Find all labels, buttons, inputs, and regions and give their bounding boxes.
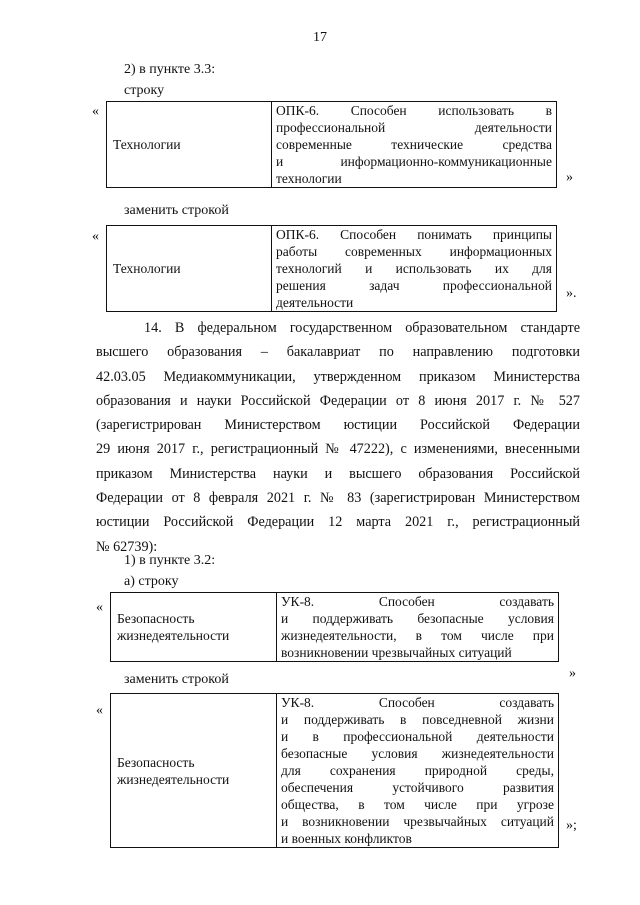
open-quote: « bbox=[96, 600, 103, 615]
competence-line: и возникновении чрезвычайных ситуаций bbox=[281, 814, 554, 829]
discipline-cell: Технологии bbox=[107, 102, 272, 188]
discipline-line: жизнедеятельности bbox=[117, 628, 230, 643]
competence-cell bbox=[272, 226, 557, 312]
discipline-cell bbox=[111, 694, 277, 848]
paragraph-line: образования и науки Российской Федерации от 8 июня 2017 г. № 527 bbox=[96, 392, 580, 409]
competence-line: обеспечения устойчивого развития bbox=[281, 780, 554, 795]
paragraph-line: 14. В федеральном государственном образовательном стандарте bbox=[144, 320, 580, 336]
old-competence-table bbox=[106, 101, 557, 188]
competence-line: и поддерживать в повседневной жизни bbox=[281, 712, 554, 727]
competence-line: технологии bbox=[276, 171, 342, 186]
paragraph-14 bbox=[96, 316, 580, 559]
competence-line: жизнедеятельности, в том числе при bbox=[281, 628, 554, 643]
close-quote: » bbox=[569, 666, 576, 681]
paragraph-line: 29 июня 2017 г., регистрационный № 47222), с изменениями, внесенными bbox=[96, 441, 580, 458]
item-label: 1) в пункте 3.2: bbox=[124, 553, 216, 568]
table-row bbox=[107, 102, 557, 188]
close-quote: »; bbox=[566, 818, 577, 833]
close-quote: » bbox=[566, 170, 573, 185]
paragraph-line: Федерации от 8 февраля 2021 г. № 83 (зарегистрирован Министерством bbox=[96, 490, 580, 507]
competence-cell bbox=[277, 694, 559, 848]
competence-line: ОПК-6. Способен понимать принципы bbox=[276, 227, 552, 242]
replace-label: заменить строкой bbox=[124, 672, 229, 687]
close-quote: ». bbox=[566, 286, 577, 301]
paragraph-line: (зарегистрирован Министерством юстиции Российской Федерации bbox=[96, 417, 580, 434]
competence-cell bbox=[277, 593, 559, 662]
new-competence-table bbox=[110, 693, 559, 848]
open-quote: « bbox=[92, 229, 99, 244]
discipline-line: жизнедеятельности bbox=[117, 771, 230, 787]
discipline-line: Безопасность bbox=[117, 754, 195, 770]
competence-line: современные технические средства bbox=[276, 137, 552, 152]
table-row bbox=[107, 226, 557, 312]
paragraph-line: приказом Министерства науки и высшего образования Российской bbox=[96, 465, 580, 482]
competence-line: УК-8. Способен создавать bbox=[281, 695, 554, 710]
competence-line: работы современных информационных bbox=[276, 244, 552, 259]
old-line-label: строку bbox=[124, 83, 165, 98]
competence-cell bbox=[272, 102, 557, 188]
competence-line: решения задач профессиональной bbox=[276, 278, 552, 293]
competence-line: общества, в том числе при угрозе bbox=[281, 797, 554, 812]
paragraph-line: высшего образования – бакалавриат по направлению подготовки bbox=[96, 344, 580, 361]
table-row bbox=[111, 593, 559, 662]
discipline-cell bbox=[111, 593, 277, 662]
competence-line: и информационно-коммуникационные bbox=[276, 154, 552, 169]
old-competence-table bbox=[110, 592, 559, 662]
paragraph-line: 42.03.05 Медиакоммуникации, утвержденном приказом Министерства bbox=[96, 368, 580, 385]
competence-line: профессиональной деятельности bbox=[276, 120, 552, 135]
open-quote: « bbox=[92, 104, 99, 119]
competence-line: ОПК-6. Способен использовать в bbox=[276, 103, 552, 118]
sub-item-label: а) строку bbox=[124, 574, 179, 589]
table-row bbox=[111, 694, 559, 848]
page-number: 17 bbox=[313, 30, 327, 45]
competence-line: технологий и использовать их для bbox=[276, 261, 552, 276]
competence-line: и в профессиональной деятельности bbox=[281, 729, 554, 744]
discipline-line: Безопасность bbox=[117, 611, 195, 626]
new-competence-table bbox=[106, 225, 557, 312]
competence-line: безопасные условия жизнедеятельности bbox=[281, 746, 554, 761]
competence-line: для сохранения природной среды, bbox=[281, 763, 554, 778]
paragraph-line: юстиции Российской Федерации 12 марта 2021 г., регистрационный bbox=[96, 514, 580, 531]
competence-line: УК-8. Способен создавать bbox=[281, 594, 554, 609]
competence-line: и поддерживать безопасные условия bbox=[281, 611, 554, 626]
competence-line: и военных конфликтов bbox=[281, 831, 412, 846]
open-quote: « bbox=[96, 703, 103, 718]
discipline-cell: Технологии bbox=[107, 226, 272, 312]
competence-line: возникновении чрезвычайных ситуаций bbox=[281, 645, 512, 660]
replace-label: заменить строкой bbox=[124, 203, 229, 218]
item-label: 2) в пункте 3.3: bbox=[124, 62, 216, 77]
competence-line: деятельности bbox=[276, 295, 354, 310]
paragraph-line: № 62739): bbox=[96, 538, 158, 555]
